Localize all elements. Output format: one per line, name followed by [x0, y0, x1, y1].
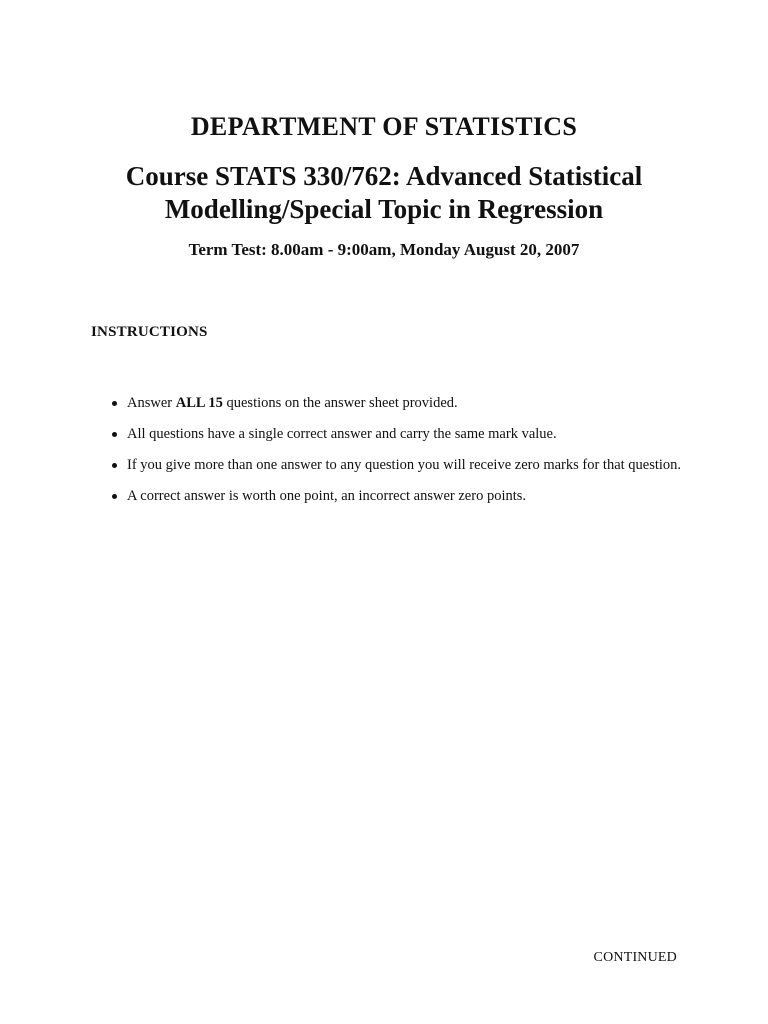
- instruction-item: [110, 394, 690, 413]
- instruction-text: If you give more than one answer to any question you will receive zero marks for that question.: [127, 457, 682, 473]
- instruction-text: A correct answer is worth one point, an incorrect answer zero points.: [127, 488, 527, 504]
- course-title-line-1: Course STATS 330/762: Advanced Statistical: [125, 161, 643, 191]
- term-test-info: Term Test: 8.00am - 9:00am, Monday August 20, 2007: [188, 240, 580, 259]
- instruction-text-post: questions on the answer sheet provided.: [222, 395, 458, 411]
- course-title-line-2: Modelling/Special Topic in Regression: [164, 194, 604, 224]
- department-title: DEPARTMENT OF STATISTICS: [190, 112, 578, 141]
- instructions-list: [110, 394, 690, 518]
- bullet-icon: [112, 432, 117, 437]
- course-title: [60, 160, 708, 226]
- instruction-text: All questions have a single correct answer and carry the same mark value.: [127, 426, 557, 442]
- instruction-text-bold: ALL 15: [175, 395, 223, 411]
- instruction-item: [110, 456, 690, 475]
- instruction-text-pre: Answer: [127, 395, 176, 411]
- continued-label: CONTINUED: [593, 950, 677, 965]
- bullet-icon: [112, 401, 117, 406]
- bullet-icon: [112, 494, 117, 499]
- instructions-heading: INSTRUCTIONS: [91, 324, 208, 340]
- instruction-item: [110, 425, 690, 444]
- instruction-item: [110, 487, 690, 506]
- bullet-icon: [112, 463, 117, 468]
